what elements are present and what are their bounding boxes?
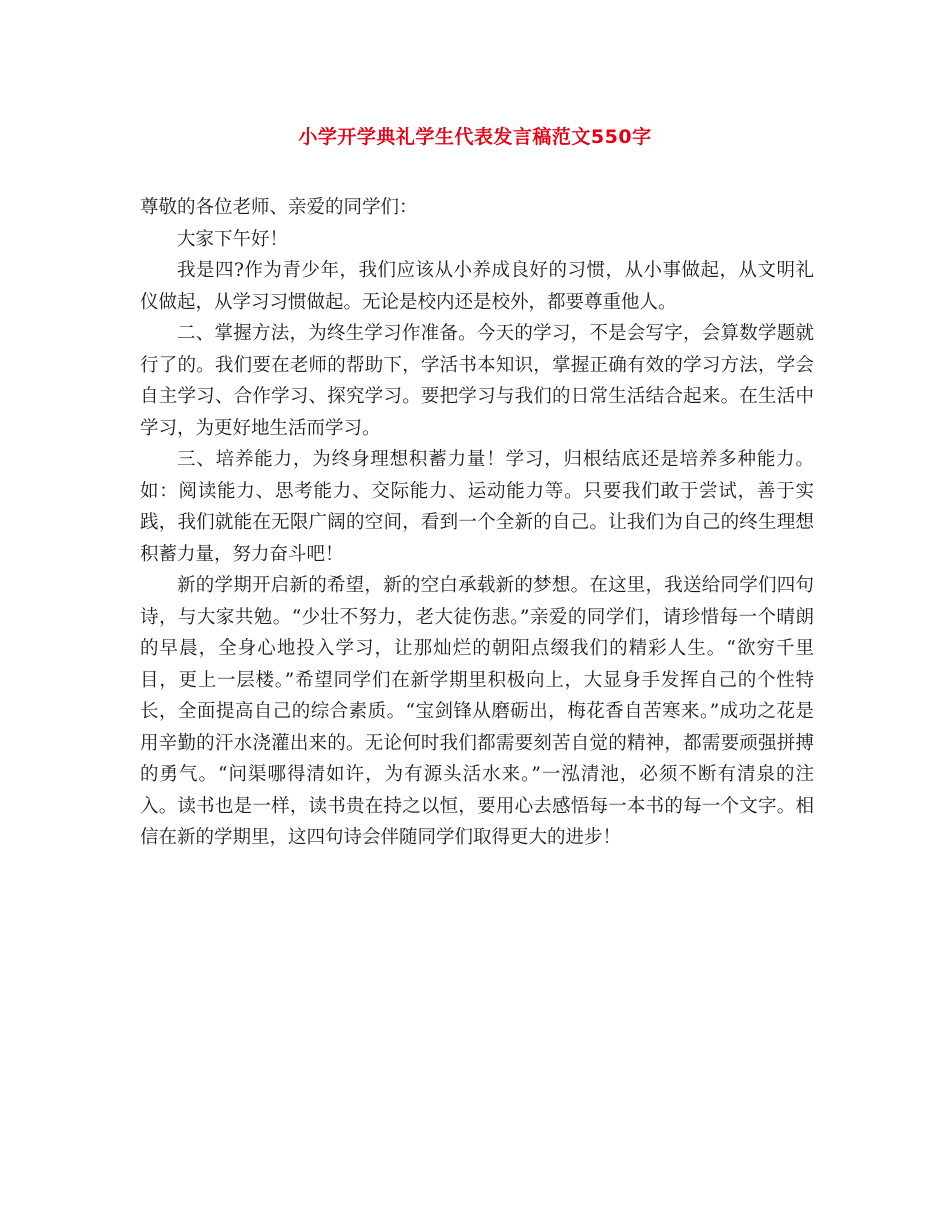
paragraph: 我是四?作为青少年，我们应该从小养成良好的习惯，从小事做起，从文明礼仪做起，从学习习惯做起。无论是校内还是校外，都要尊重他人。 — [140, 260, 814, 313]
paragraph: 新的学期开启新的希望，新的空白承载新的梦想。在这里，我送给同学们四句诗，与大家共勉。“少壮不努力，老大徒伤悲。”亲爱的同学们，请珍惜每一个晴朗的早晨，全身心地投入学习，让那灿烂的朝阳点缀我们的精彩人生。“欲穷千里目，更上一层楼。”希望同学们在新学期里积极向上，大显身手发挥自己的个性特长，全面提高自己的综合素质。“宝剑锋从磨砺出，梅花香自苦寒来。”成功之花是用辛勤的汗水浇灌出来的。无论何时我们都需要刻苦自觉的精神，都需要顽强拼搏的勇气。“问渠哪得清如许，为有源头活水来。”一泓清池，必须不断有清泉的注入。读书也是一样，读书贵在持之以恒，要用心去感悟每一本书的每一个文字。相信在新的学期里，这四句诗会伴随同学们取得更大的进步！ — [140, 575, 814, 848]
paragraph: 三、培养能力，为终身理想积蓄力量！学习，归根结底还是培养多种能力。如：阅读能力、思考能力、交际能力、运动能力等。只要我们敢于尝试，善于实践，我们就能在无限广阔的空间，看到一个全新的自己。让我们为自己的终生理想积蓄力量，努力奋斗吧！ — [140, 449, 814, 565]
document-body — [140, 192, 814, 854]
document-title: 小学开学典礼学生代表发言稿范文550字 — [298, 126, 652, 148]
greeting: 大家下午好！ — [177, 228, 289, 250]
paragraph: 二、掌握方法，为终生学习作准备。今天的学习，不是会写字，会算数学题就行了的。我们要在老师的帮助下，学活书本知识，掌握正确有效的学习方法，学会自主学习、合作学习、探究学习。要把学习与我们的日常生活结合起来。在生活中学习，为更好地生活而学习。 — [140, 323, 814, 439]
salutation: 尊敬的各位老师、亲爱的同学们： — [140, 197, 418, 218]
